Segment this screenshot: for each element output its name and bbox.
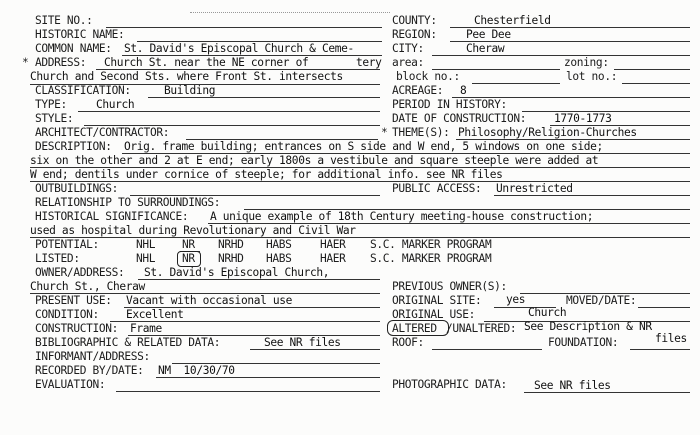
public-access-label: PUBLIC ACCESS: bbox=[392, 182, 482, 195]
zoning-line bbox=[614, 69, 690, 70]
listed-haer: HAER bbox=[320, 252, 346, 265]
theme-asterisk: * bbox=[381, 126, 388, 139]
original-use-label: ORIGINAL USE: bbox=[392, 308, 476, 321]
photo-label: PHOTOGRAPHIC DATA: bbox=[392, 378, 507, 391]
moved-line bbox=[638, 307, 690, 308]
recorded-label: RECORDED BY/DATE: bbox=[35, 364, 144, 377]
listed-nr-circle bbox=[177, 251, 201, 267]
potential-nhl: NHL bbox=[136, 238, 156, 251]
region-value: Pee Dee bbox=[466, 28, 511, 41]
roof-line bbox=[432, 349, 542, 350]
significance-underline-2 bbox=[30, 237, 690, 238]
foundation-label: FOUNDATION: bbox=[548, 336, 619, 349]
moved-label: MOVED/DATE: bbox=[566, 294, 637, 307]
site-no-label: SITE NO.: bbox=[35, 14, 93, 27]
evaluation-label: EVALUATION: bbox=[35, 378, 106, 391]
classification-line bbox=[148, 97, 380, 98]
present-use-value: Vacant with occasional use bbox=[126, 294, 293, 307]
original-use-value: Church bbox=[528, 306, 567, 319]
city-label: CITY: bbox=[392, 42, 424, 55]
site-no-line bbox=[106, 27, 382, 28]
county-value: Chesterfield bbox=[474, 14, 551, 27]
acreage-label: ACREAGE: bbox=[392, 84, 444, 97]
outbuildings-label: OUTBUILDINGS: bbox=[35, 182, 119, 195]
type-line bbox=[78, 111, 380, 112]
owner-label: OWNER/ADDRESS: bbox=[35, 266, 125, 279]
construction-label: CONSTRUCTION: bbox=[35, 322, 119, 335]
classification-label: CLASSIFICATION: bbox=[35, 84, 131, 97]
biblio-line bbox=[250, 349, 380, 350]
architect-label: ARCHITECT/CONTRACTOR: bbox=[35, 126, 170, 139]
block-line bbox=[472, 83, 560, 84]
acreage-value: 8 bbox=[460, 84, 467, 97]
date-value: 1770-1773 bbox=[554, 112, 612, 125]
city-value: Cheraw bbox=[466, 42, 505, 55]
recorded-value: NM 10/30/70 bbox=[158, 364, 235, 377]
listed-nhl: NHL bbox=[136, 252, 156, 265]
previous-owner-label: PREVIOUS OWNER(S): bbox=[392, 280, 507, 293]
region-label: REGION: bbox=[392, 28, 437, 41]
significance-label: HISTORICAL SIGNIFICANCE: bbox=[35, 210, 189, 223]
theme-label: THEME(S): bbox=[392, 126, 450, 139]
altered-value: See Description & NR bbox=[524, 320, 652, 333]
city-line bbox=[432, 55, 690, 56]
potential-label: POTENTIAL: bbox=[35, 238, 99, 251]
theme-line bbox=[456, 139, 690, 140]
photo-line bbox=[524, 392, 690, 393]
original-site-value: yes bbox=[506, 293, 526, 306]
photo-value: See NR files bbox=[534, 379, 611, 392]
description-line-1: Orig. frame building; entrances on S side and W end, 5 windows on one side; bbox=[124, 140, 603, 153]
address-value-2: Church and Second Sts. where Front St. intersects bbox=[30, 70, 343, 83]
potential-marker: S.C. MARKER PROGRAM bbox=[370, 238, 492, 251]
evaluation-line bbox=[116, 391, 380, 392]
potential-nrhd: NRHD bbox=[218, 238, 244, 251]
potential-habs: HABS bbox=[266, 238, 292, 251]
listed-label: LISTED: bbox=[35, 252, 80, 265]
type-value: Church bbox=[96, 98, 135, 111]
common-name-label: COMMON NAME: bbox=[35, 42, 112, 55]
period-label: PERIOD IN HISTORY: bbox=[392, 98, 507, 111]
roof-label: ROOF: bbox=[392, 336, 424, 349]
owner-value-1: St. David's Episcopal Church, bbox=[144, 266, 330, 279]
theme-value: Philosophy/Religion-Churches bbox=[458, 126, 637, 139]
listed-nrhd: NRHD bbox=[218, 252, 244, 265]
construction-value: Frame bbox=[130, 322, 162, 335]
classification-value: Building bbox=[164, 84, 216, 97]
informant-label: INFORMANT/ADDRESS: bbox=[35, 350, 150, 363]
altered-value-continued: files bbox=[655, 332, 687, 345]
condition-label: CONDITION: bbox=[35, 308, 99, 321]
historic-name-label: HISTORIC NAME: bbox=[35, 28, 125, 41]
relationship-label: RELATIONSHIP TO SURROUNDINGS: bbox=[35, 196, 221, 209]
potential-nr: NR bbox=[182, 238, 195, 251]
significance-line-2: used as hospital during Revolutionary and Civil War bbox=[30, 224, 356, 237]
lot-line bbox=[622, 83, 690, 84]
biblio-value: See NR files bbox=[264, 336, 341, 349]
county-label: COUNTY: bbox=[392, 14, 437, 27]
style-label: STYLE: bbox=[35, 112, 74, 125]
description-line-3: W end; dentils under cornice of steeple; for additional info. see NR files bbox=[30, 168, 503, 181]
recorded-line bbox=[156, 377, 380, 378]
public-access-value: Unrestricted bbox=[496, 182, 573, 195]
public-access-line bbox=[494, 195, 690, 196]
block-label: block no.: bbox=[396, 70, 460, 83]
common-name-value-continued: tery bbox=[356, 56, 382, 69]
type-label: TYPE: bbox=[35, 98, 67, 111]
original-site-label: ORIGINAL SITE: bbox=[392, 294, 482, 307]
foundation-line bbox=[630, 349, 690, 350]
area-label: area: bbox=[392, 56, 424, 69]
unaltered-label: /UNALTERED: bbox=[446, 322, 517, 335]
biblio-label: BIBLIOGRAPHIC & RELATED DATA: bbox=[35, 336, 221, 349]
significance-line-1: A unique example of 18th Century meeting-house construction; bbox=[210, 210, 594, 223]
description-label: DESCRIPTION: bbox=[35, 140, 112, 153]
address-value-1: Church St. near the NE corner of bbox=[104, 56, 309, 69]
owner-value-2: Church St., Cheraw bbox=[30, 280, 145, 293]
address-asterisk: * bbox=[22, 56, 29, 69]
description-line-2: six on the other and 2 at E end; early 1800s a vestibule and square steeple were added at bbox=[30, 154, 599, 167]
listed-nr: NR bbox=[182, 252, 195, 265]
condition-value: Excellent bbox=[126, 308, 184, 321]
listed-marker: S.C. MARKER PROGRAM bbox=[370, 252, 492, 265]
common-name-value: St. David's Episcopal Church & Ceme- bbox=[124, 42, 354, 55]
lot-label: lot no.: bbox=[566, 70, 618, 83]
potential-haer: HAER bbox=[320, 238, 346, 251]
dotted-guide bbox=[190, 12, 390, 13]
zoning-label: zoning: bbox=[564, 56, 609, 69]
altered-label: ALTERED bbox=[392, 322, 437, 335]
date-label: DATE OF CONSTRUCTION: bbox=[392, 112, 527, 125]
description-underline-3 bbox=[30, 181, 690, 182]
owner-line-1 bbox=[138, 279, 380, 280]
present-use-label: PRESENT USE: bbox=[35, 294, 112, 307]
address-label: ADDRESS: bbox=[35, 56, 87, 69]
listed-habs: HABS bbox=[266, 252, 292, 265]
